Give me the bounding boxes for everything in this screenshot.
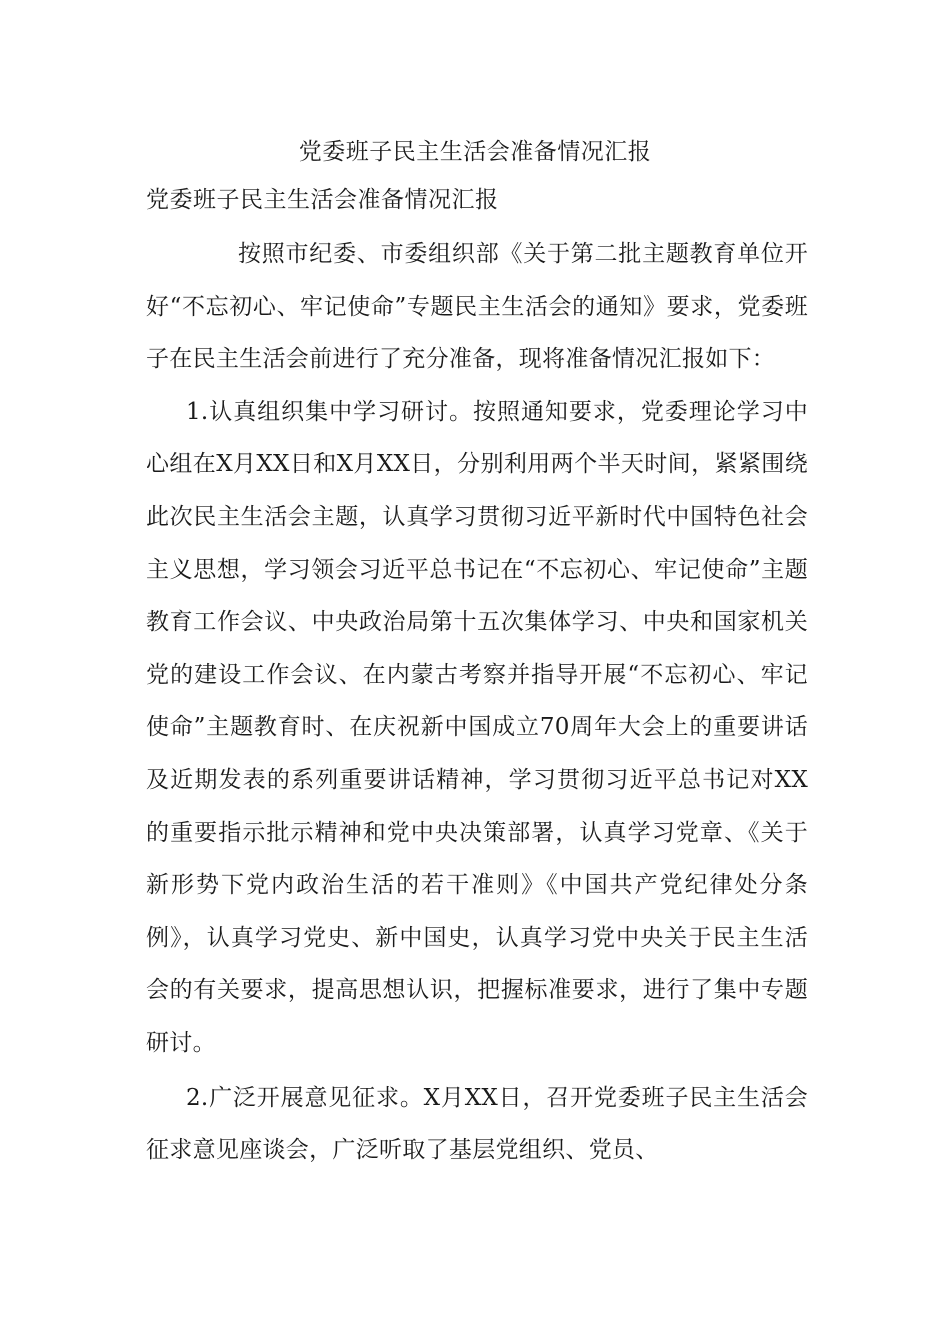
document-subtitle: 党委班子民主生活会准备情况汇报 [146,187,499,213]
document-title: 党委班子民主生活会准备情况汇报 [298,139,652,165]
item-1-paragraph: 1.认真组织集中学习研讨。按照通知要求，党委理论学习中心组在X月XX日和X月XX日，分别利用两个半天时间，紧紧围绕此次民主生活会主题，认真学习贯彻习近平新时代中国特色社会主义思想，学习领会习近平总书记在“不忘初心、牢记使命”主题教育工作会议、中央政治局第十五次集体学习、中央和国家机关党的建设工作会议、在内蒙古考察并指导开展“不忘初心、牢记使命”主题教育时、在庆祝新中国成立70周年大会上的重要讲话及近期发表的系列重要讲话精神，学习贯彻习近平总书记对XX的重要指示批示精神和党中央决策部署，认真学习党章、《关于新形势下党内政治生活的若干准则》《中国共产党纪律处分条例》，认真学习党史、新中国史，认真学习党中央关于民主生活会的有关要求，提高思想认识，把握标准要求，进行了集中专题研讨。 [146,398,808,1056]
item-2-paragraph: 2.广泛开展意见征求。X月XX日，召开党委班子民主生活会征求意见座谈会，广泛听取了基层党组织、党员、 [146,1084,808,1164]
intro-paragraph: 按照市纪委、市委组织部《关于第二批主题教育单位开好“不忘初心、牢记使命”专题民主生活会的通知》要求，党委班子在民主生活会前进行了充分准备，现将准备情况汇报如下： [146,241,808,373]
document-body [146,228,808,1177]
